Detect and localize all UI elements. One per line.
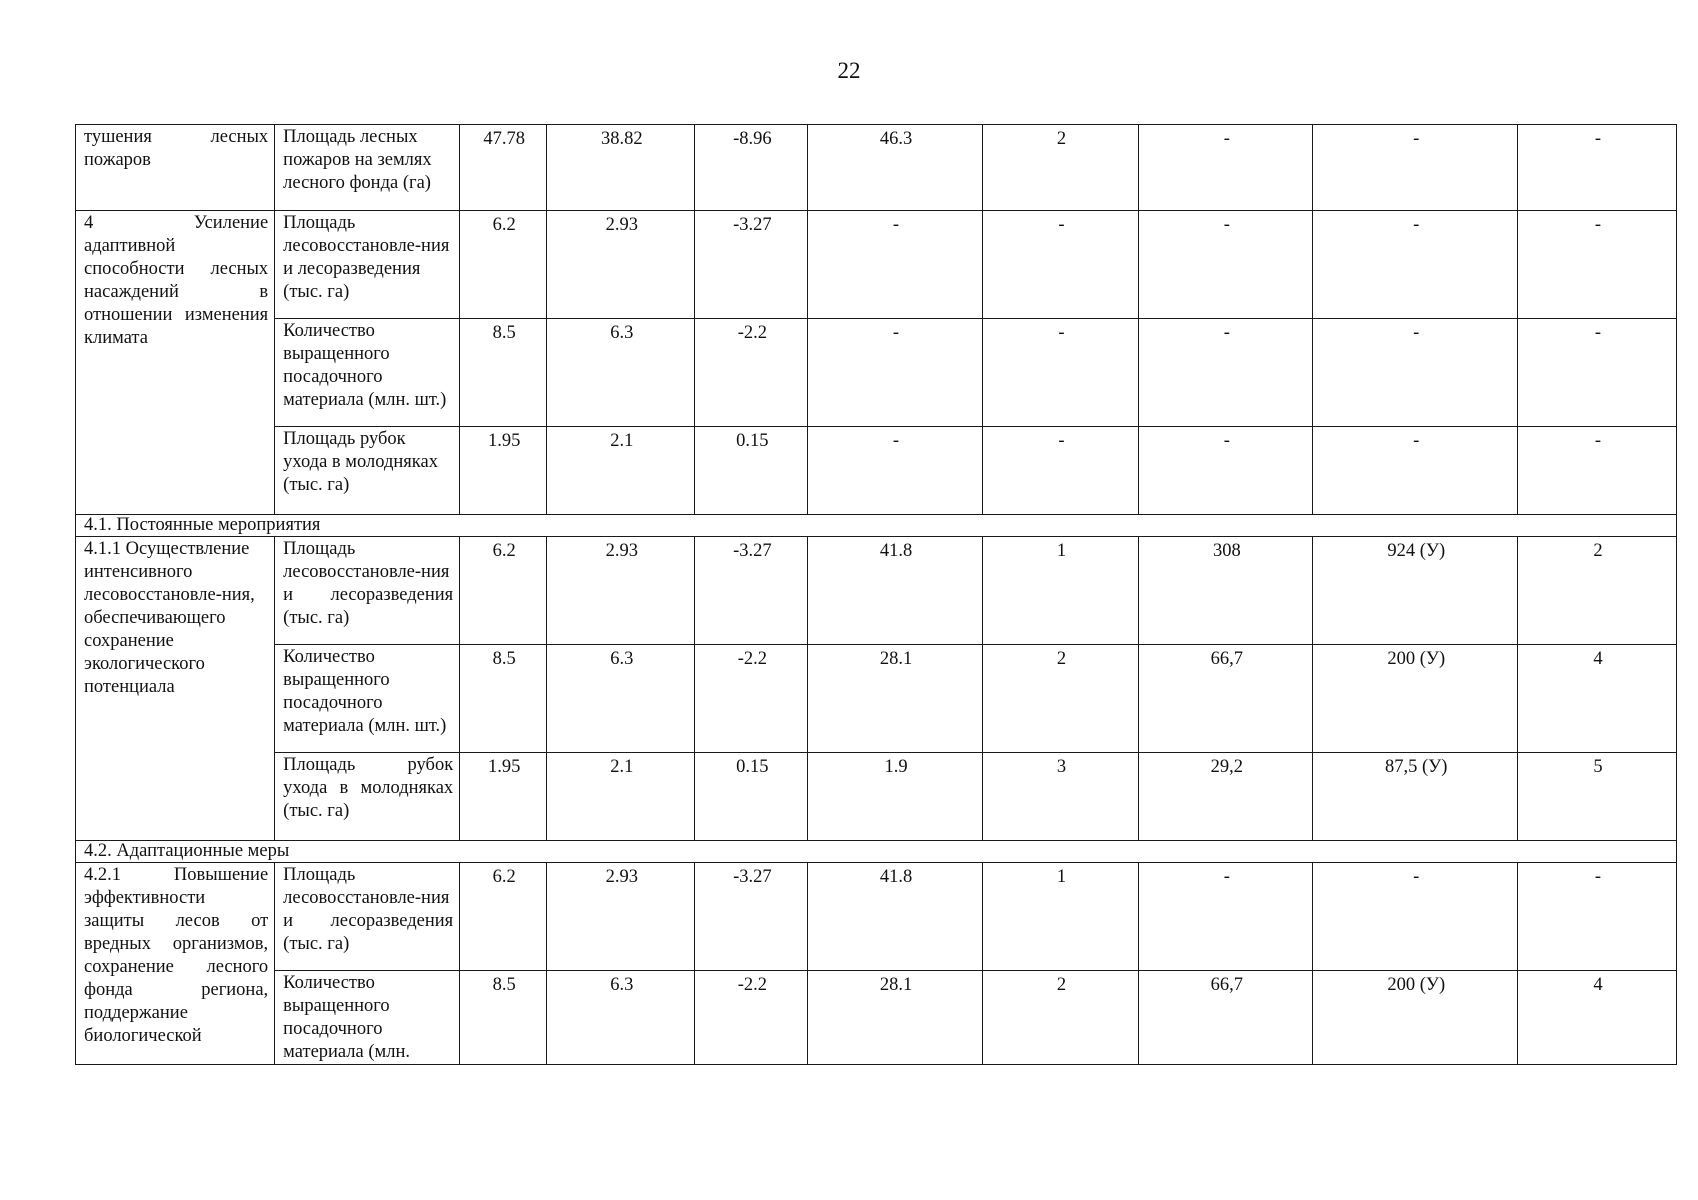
value-cell: 2.1 (547, 427, 695, 515)
value-cell: 2 (1518, 537, 1677, 645)
value-cell: 47.78 (460, 125, 547, 211)
table-row (76, 427, 1677, 515)
value-cell: 1.9 (808, 753, 982, 841)
value-cell: - (1518, 211, 1677, 319)
value-cell: 2.93 (547, 537, 695, 645)
value-cell: 2.93 (547, 211, 695, 319)
value-cell: - (1518, 125, 1677, 211)
value-cell: - (982, 427, 1139, 515)
value-cell: 29,2 (1139, 753, 1313, 841)
value-cell: 41.8 (808, 863, 982, 971)
value-cell: 6.3 (547, 971, 695, 1065)
value-cell: 66,7 (1139, 645, 1313, 753)
value-cell: 28.1 (808, 971, 982, 1065)
value-cell: 6.2 (460, 537, 547, 645)
value-cell: 6.3 (547, 319, 695, 427)
value-cell: - (1139, 319, 1313, 427)
indicator-cell: Количество выращенного посадочного материала (млн. шт.) (275, 319, 460, 427)
value-cell: -2.2 (695, 645, 808, 753)
measure-cell: тушения лесных пожаров (76, 125, 275, 211)
value-cell: -8.96 (695, 125, 808, 211)
table-row (76, 211, 1677, 319)
value-cell: - (1313, 319, 1518, 427)
value-cell: 2.1 (547, 753, 695, 841)
value-cell: 1.95 (460, 753, 547, 841)
value-cell: - (808, 319, 982, 427)
value-cell: 2 (982, 125, 1139, 211)
value-cell: 2 (982, 645, 1139, 753)
value-cell: 1 (982, 863, 1139, 971)
indicator-cell: Количество выращенного посадочного материала (млн. (275, 971, 460, 1065)
table-row (76, 645, 1677, 753)
value-cell: 4 (1518, 645, 1677, 753)
value-cell: 46.3 (808, 125, 982, 211)
measure-cell: 4.1.1 Осуществление интенсивного лесовосстановле-ния, обеспечивающего сохранение экологического потенциала (76, 537, 275, 841)
value-cell: - (1313, 863, 1518, 971)
value-cell: - (982, 211, 1139, 319)
value-cell: 3 (982, 753, 1139, 841)
indicator-cell: Площадь рубок ухода в молодняках (тыс. га) (275, 753, 460, 841)
value-cell: - (1313, 125, 1518, 211)
value-cell: 924 (У) (1313, 537, 1518, 645)
value-cell: - (808, 427, 982, 515)
table-row (76, 863, 1677, 971)
value-cell: - (1518, 863, 1677, 971)
value-cell: - (1518, 427, 1677, 515)
value-cell: 6.2 (460, 863, 547, 971)
indicator-cell: Площадь лесовосстановле-ния и лесоразведения (тыс. га) (275, 537, 460, 645)
value-cell: - (1139, 125, 1313, 211)
value-cell: - (808, 211, 982, 319)
value-cell: -2.2 (695, 319, 808, 427)
value-cell: -3.27 (695, 211, 808, 319)
value-cell: - (1313, 211, 1518, 319)
value-cell: 2 (982, 971, 1139, 1065)
indicator-cell: Площадь лесовосстановле-ния и лесоразведения (тыс. га) (275, 863, 460, 971)
value-cell: - (1139, 427, 1313, 515)
value-cell: - (982, 319, 1139, 427)
measure-cell: 4.2.1 Повышение эффективности защиты лесов от вредных организмов, сохранение лесного фонда региона, поддержание биологической (76, 863, 275, 1065)
measures-table (75, 124, 1677, 1065)
section-row (76, 841, 1677, 863)
value-cell: 200 (У) (1313, 645, 1518, 753)
value-cell: 308 (1139, 537, 1313, 645)
value-cell: 8.5 (460, 645, 547, 753)
value-cell: 1.95 (460, 427, 547, 515)
value-cell: 41.8 (808, 537, 982, 645)
table-row (76, 319, 1677, 427)
value-cell: 8.5 (460, 319, 547, 427)
value-cell: - (1518, 319, 1677, 427)
table-row (76, 537, 1677, 645)
value-cell: - (1313, 427, 1518, 515)
section-row (76, 515, 1677, 537)
value-cell: 0.15 (695, 427, 808, 515)
value-cell: 38.82 (547, 125, 695, 211)
value-cell: 6.2 (460, 211, 547, 319)
indicator-cell: Площадь рубок ухода в молодняках (тыс. га) (275, 427, 460, 515)
value-cell: 5 (1518, 753, 1677, 841)
section-title: 4.1. Постоянные мероприятия (76, 515, 1677, 537)
indicator-cell: Количество выращенного посадочного материала (млн. шт.) (275, 645, 460, 753)
value-cell: 6.3 (547, 645, 695, 753)
value-cell: - (1139, 211, 1313, 319)
table-row (76, 753, 1677, 841)
measure-cell: 4 Усиление адаптивной способности лесных насаждений в отношении изменения климата (76, 211, 275, 515)
value-cell: -3.27 (695, 537, 808, 645)
section-title: 4.2. Адаптационные меры (76, 841, 1677, 863)
value-cell: -2.2 (695, 971, 808, 1065)
value-cell: 4 (1518, 971, 1677, 1065)
value-cell: 1 (982, 537, 1139, 645)
table-row (76, 971, 1677, 1065)
indicator-cell: Площадь лесовосстановле-ния и лесоразведения (тыс. га) (275, 211, 460, 319)
value-cell: 200 (У) (1313, 971, 1518, 1065)
value-cell: 66,7 (1139, 971, 1313, 1065)
value-cell: 28.1 (808, 645, 982, 753)
value-cell: 8.5 (460, 971, 547, 1065)
value-cell: - (1139, 863, 1313, 971)
table-row (76, 125, 1677, 211)
page-number: 22 (837, 58, 861, 83)
value-cell: 0.15 (695, 753, 808, 841)
value-cell: -3.27 (695, 863, 808, 971)
indicator-cell: Площадь лесных пожаров на землях лесного фонда (га) (275, 125, 460, 211)
value-cell: 87,5 (У) (1313, 753, 1518, 841)
value-cell: 2.93 (547, 863, 695, 971)
